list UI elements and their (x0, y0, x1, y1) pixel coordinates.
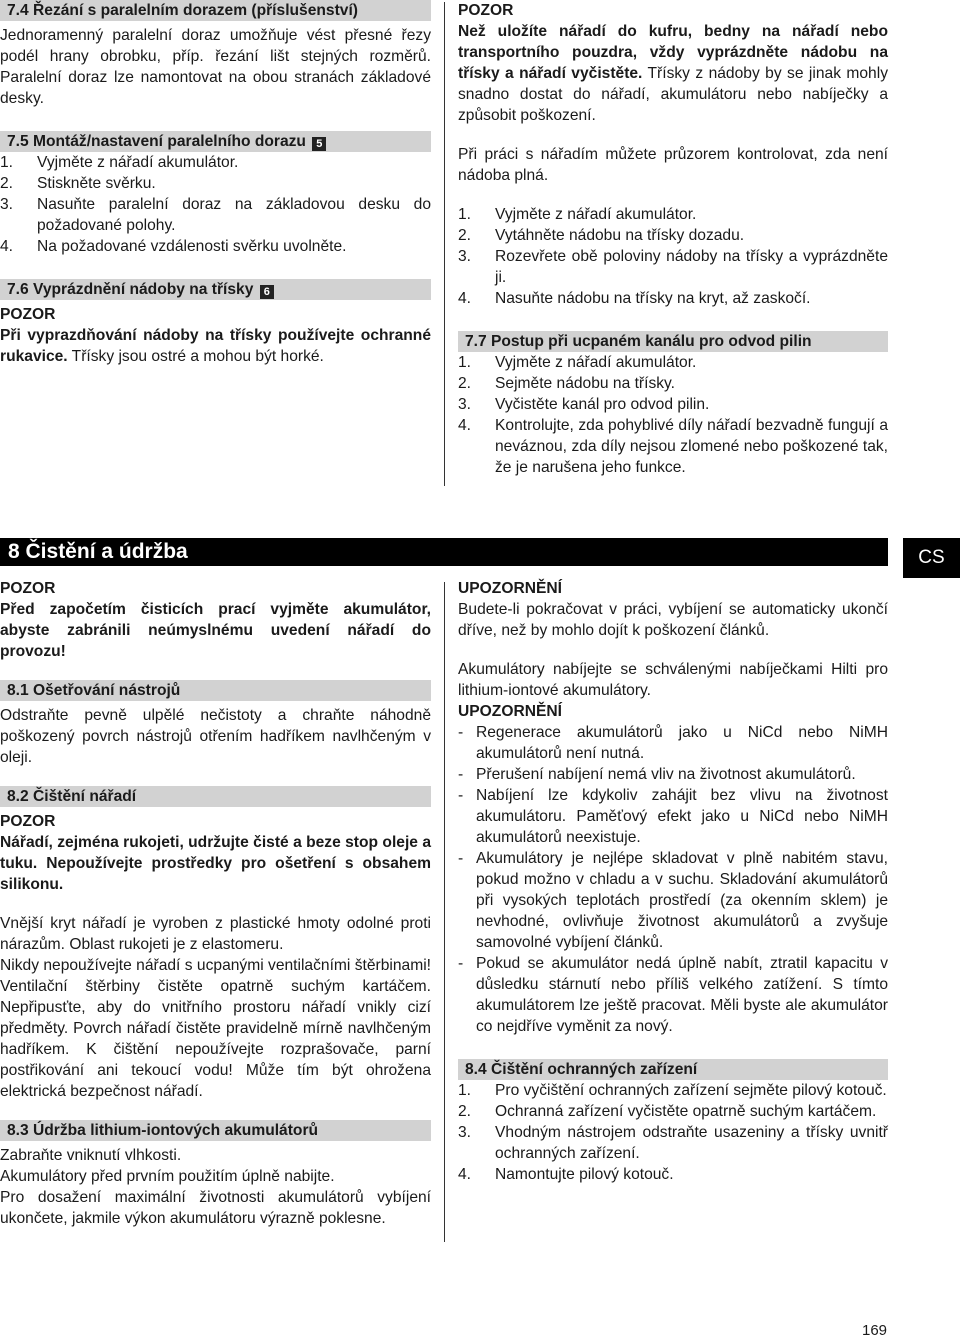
list-item-number: 4. (458, 1166, 472, 1183)
list-item-text: Sejměte nádobu na třísky. (495, 375, 676, 392)
list-item (0, 152, 431, 173)
list-item (458, 225, 888, 246)
bullet-mark: - (458, 787, 464, 804)
list-item (0, 173, 431, 194)
list-item (458, 373, 888, 394)
section-8-3-line-1: Zabraňte vniknutí vlhkosti. (0, 1147, 182, 1164)
list-item-text: Nasuňte nádobu na třísky na kryt, až zaskočí. (495, 290, 811, 307)
list-item-text: Ochranná zařízení vyčistěte opatrně suchým kartáčem. (495, 1103, 877, 1120)
list-item (458, 1080, 888, 1101)
warning-bold-text: Při vyprazdňování nádoby na třísky používejte ochranné rukavice. (0, 327, 431, 365)
list-item-text: Vyčistěte kanál pro odvod pilin. (495, 396, 710, 413)
list-item-number: 4. (458, 417, 472, 434)
section-heading-7-6 (0, 279, 431, 300)
list-item-text: Nasuňte paralelní doraz na základovou desku do požadované polohy. (37, 196, 431, 234)
list-item (0, 194, 431, 236)
bullet-mark: - (458, 724, 464, 741)
list-item-number: 1. (458, 1082, 472, 1099)
section-heading-8-3: 8.3 Údržba lithium-iontových akumulátorů (0, 1120, 431, 1141)
list-item-text: Pokud se akumulátor nedá úplně nabít, ztratil kapacitu v důsledku stárnutí nebo příliš velkého zatížení. S tímto akumulátorem lze ještě pracovat. Měli byste ale akumulátor co nejdříve vyměnit za nový. (476, 955, 888, 1035)
warning-label: POZOR (0, 813, 56, 830)
section-heading-7-5 (0, 131, 431, 152)
list-item-number: 4. (0, 238, 14, 255)
list-item-number: 2. (0, 175, 14, 192)
warning-plain-text: Třísky z nádoby by se jinak mohly snadno dostat do nářadí, akumulátoru nebo nabíječky a způsobit poškození. (458, 65, 888, 124)
top-right-column (458, 0, 888, 478)
warning-text-7-6 (0, 325, 431, 367)
notice-label: UPOZORNĚNÍ (458, 703, 562, 720)
chapter-title: 8 Čistění a údržba (8, 540, 188, 563)
list-item-number: 2. (458, 375, 472, 392)
list-item (458, 848, 888, 953)
list-item-number: 3. (458, 1124, 472, 1141)
list-item-text: Kontrolujte, zda pohyblivé díly nářadí bezvadně fungují a neváznou, zda díly nejsou zlomené nebo poškozené tak, že je narušena jeho funkce. (495, 417, 888, 476)
list-item (458, 1101, 888, 1122)
charging-paragraph: Akumulátory nabíjejte se schválenými nabíječkami Hilti pro lithium-iontové akumulátory. (458, 661, 888, 699)
bullet-mark: - (458, 955, 464, 972)
section-heading-7-6-text: 7.6 Vyprázdnění nádoby na třísky (7, 281, 254, 298)
list-item-text: Vyjměte z nářadí akumulátor. (495, 354, 697, 371)
list-item (458, 722, 888, 764)
warning-text-container (458, 21, 888, 126)
section-heading-8-4: 8.4 Čištění ochranných zařízení (458, 1059, 888, 1080)
list-item (458, 1122, 888, 1164)
language-tab: CS (903, 538, 960, 578)
column-divider-bottom (444, 582, 445, 1242)
battery-notes-list (458, 722, 888, 1037)
list-item-number: 2. (458, 1103, 472, 1120)
list-item-text: Vhodným nástrojem odstraňte usazeniny a třísky uvnitř ochranných zařízení. (495, 1124, 888, 1162)
section-7-7-steps (458, 352, 888, 478)
list-item-text: Namontujte pilový kotouč. (495, 1166, 674, 1183)
list-item-text: Stiskněte svěrku. (37, 175, 156, 192)
section-7-5-steps (0, 152, 431, 257)
bullet-mark: - (458, 850, 464, 867)
list-item (458, 953, 888, 1037)
list-item-number: 3. (458, 248, 472, 265)
list-item-number: 2. (458, 227, 472, 244)
page-number: 169 (862, 1322, 888, 1339)
list-item (458, 352, 888, 373)
column-divider-top (444, 2, 445, 486)
section-7-4-body: Jednoramenný paralelní doraz umožňuje vést přesné řezy podél hrany obrobku, příp. řezání lišt stejných rozměrů. Paralelní doraz lze namontovat na obou stranách základové desky. (0, 27, 431, 107)
warning-remove-battery: Před započetím čisticích prací vyjměte akumulátor, abyste zabránili neúmyslnému uvedení nářadí do provozu! (0, 601, 431, 660)
list-item (458, 785, 888, 848)
notice-discharge: Budete-li pokračovat v práci, vybíjení se automaticky ukončí dříve, než by mohlo dojít k poškození článků. (458, 601, 888, 639)
section-heading-8-1: 8.1 Ošetřování nástrojů (0, 680, 431, 701)
notice-label: UPOZORNĚNÍ (458, 580, 562, 597)
list-item-text: Rozevřete obě poloviny nádoby na třísky a vyprázdněte ji. (495, 248, 888, 286)
warning-plain-text: Třísky jsou ostré a mohou být horké. (67, 348, 324, 365)
list-item (458, 394, 888, 415)
figure-6-icon: 6 (260, 285, 274, 299)
list-item (458, 288, 888, 309)
section-8-3-line-2: Akumulátory před prvním použitím úplně nabijte. (0, 1168, 335, 1185)
figure-5-icon: 5 (312, 137, 326, 151)
list-item-number: 1. (458, 354, 472, 371)
chapter-title-bar (0, 538, 888, 566)
list-item (458, 764, 888, 785)
list-item-text: Vyjměte z nářadí akumulátor. (37, 154, 239, 171)
list-item-number: 1. (0, 154, 14, 171)
bottom-left-column (0, 578, 431, 1229)
list-item (458, 204, 888, 225)
section-8-1-body: Odstraňte pevně ulpělé nečistoty a chraňte náhodně poškozený povrch nástrojů otřením hadříkem navlhčeným v oleji. (0, 707, 431, 766)
section-heading-7-5-text: 7.5 Montáž/nastavení paralelního dorazu (7, 133, 306, 150)
warning-label: POZOR (0, 306, 56, 323)
list-item-text: Pro vyčištění ochranných zařízení sejměte pilový kotouč. (495, 1082, 887, 1099)
warning-label: POZOR (0, 580, 56, 597)
bottom-right-column (458, 578, 888, 1185)
section-heading-7-4: 7.4 Řezání s paralelním dorazem (příslušenství) (0, 0, 431, 21)
list-item-number: 4. (458, 290, 472, 307)
section-8-3-line-3: Pro dosažení maximální životnosti akumulátorů vybíjení ukončete, jakmile výkon akumulátoru výrazně poklesne. (0, 1189, 431, 1227)
list-item-text: Na požadované vzdálenosti svěrku uvolněte. (37, 238, 347, 255)
section-8-2-p2: Nikdy nepoužívejte nářadí s ucpanými ventilačními štěrbinami! Ventilační štěrbiny čistěte opatrně suchým kartáčem. Nepřipusťte, aby do vnitřního prostoru nářadí vnikly cizí předměty. Povrch nářadí čistěte pravidelně mírně navlhčeným hadříkem. K čištění nepoužívejte rozprašovače, parní postřikování ani tekoucí vodu! Může tím být ohrožena elektrická bezpečnost nářadí. (0, 957, 431, 1100)
list-item-text: Vyjměte z nářadí akumulátor. (495, 206, 697, 223)
list-item-text: Přerušení nabíjení nemá vliv na životnost akumulátorů. (476, 766, 856, 783)
list-item-text: Vytáhněte nádobu na třísky dozadu. (495, 227, 745, 244)
list-item (458, 1164, 888, 1185)
list-item (458, 415, 888, 478)
warning-bold-text: Než uložíte nářadí do kufru, bedny na nářadí nebo transportního pouzdra, vždy vyprázdněte nádobu na třísky a nářadí vyčistěte. (458, 23, 888, 82)
list-item-text: Regenerace akumulátorů jako u NiCd nebo NiMH akumulátorů není nutná. (476, 724, 888, 762)
list-item-text: Akumulátory je nejlépe skladovat v plně nabitém stavu, pokud možno v chladu a v suchu. Skladování akumulátorů při vysokých teplotách prostředí (za okenním sklem) je nevhodné, ovlivňuje životnost akumulátorů a zvyšuje samovolné vybíjení článků. (476, 850, 888, 951)
note-viewing-window: Při práci s nářadím můžete průzorem kontrolovat, zda není nádoba plná. (458, 146, 888, 184)
warning-keep-clean: Nářadí, zejména rukojeti, udržujte čisté a beze stop oleje a tuku. Nepoužívejte prostředky pro ošetření s obsahem silikonu. (0, 834, 431, 893)
section-heading-7-7: 7.7 Postup při ucpaném kanálu pro odvod pilin (458, 331, 888, 352)
top-left-column (0, 0, 431, 367)
section-heading-8-2: 8.2 Čištění nářadí (0, 786, 431, 807)
bullet-mark: - (458, 766, 464, 783)
list-item-text: Nabíjení lze kdykoliv zahájit bez vlivu na životnost akumulátoru. Paměťový efekt jako u NiCd nebo NiMH akumulátorů neexistuje. (476, 787, 888, 846)
list-item-number: 3. (458, 396, 472, 413)
emptying-steps (458, 204, 888, 309)
list-item (458, 246, 888, 288)
list-item (0, 236, 431, 257)
warning-label: POZOR (458, 2, 514, 19)
section-8-2-p1: Vnější kryt nářadí je vyroben z plastické hmoty odolné proti nárazům. Oblast rukojeti je z elastomeru. (0, 915, 431, 953)
section-8-4-steps (458, 1080, 888, 1185)
list-item-number: 1. (458, 206, 472, 223)
list-item-number: 3. (0, 196, 14, 213)
